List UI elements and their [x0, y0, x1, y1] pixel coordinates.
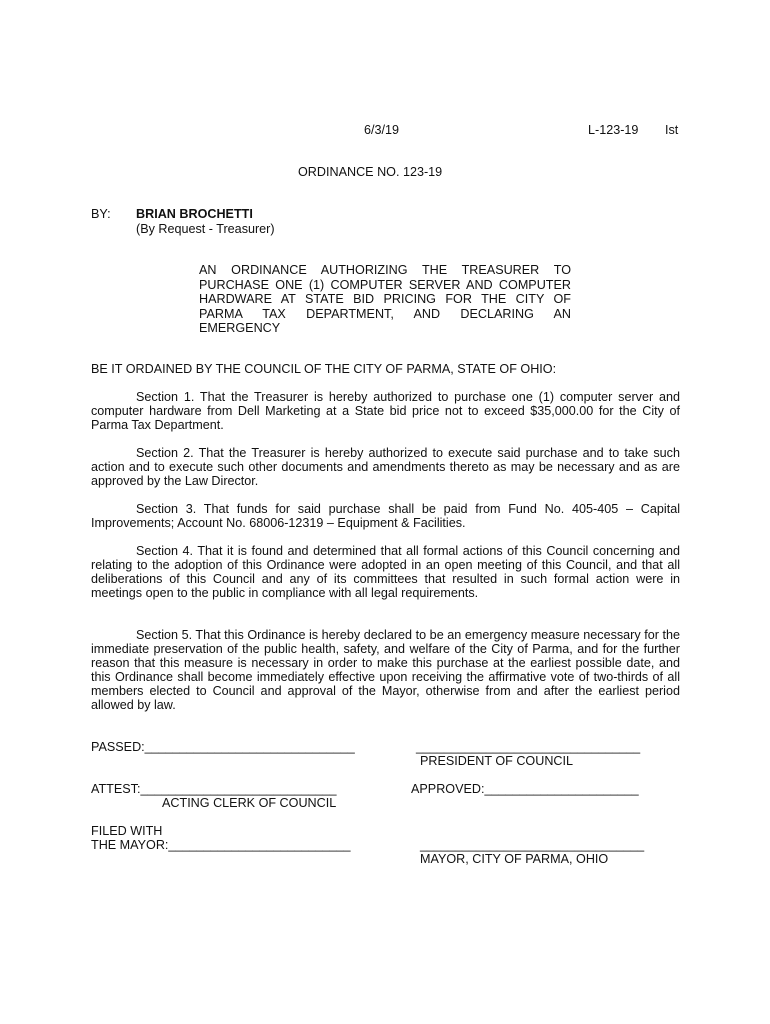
section-2 [91, 446, 680, 488]
section-4 [91, 544, 680, 600]
reading-label: Ist [665, 123, 679, 137]
ordinance-title: AN ORDINANCE AUTHORIZING THE TREASURER TO PURCHASE ONE (1) COMPUTER SERVER AND COMPUTER HARDWARE AT STATE BID PRICING FOR THE CITY OF PARMA TAX DEPARTMENT, AND DECLARING AN EMERGENCY [199, 263, 571, 335]
attest-line: ATTEST:____________________________ [91, 782, 337, 796]
section-1-text: Section 1. That the Treasurer is hereby authorized to purchase one (1) computer server and computer hardware from Dell Marketing at a State bid price not to exceed $35,000.00 for the City of Parma Tax Department. [91, 390, 680, 432]
preamble: BE IT ORDAINED BY THE COUNCIL OF THE CITY OF PARMA, STATE OF OHIO: [91, 362, 557, 376]
approved-line: APPROVED:______________________ [411, 782, 639, 796]
section-1 [91, 390, 680, 432]
passed-line: PASSED:______________________________ [91, 740, 355, 754]
president-signature-line: ________________________________ [416, 740, 641, 754]
ordinance-number: ORDINANCE NO. 123-19 [298, 165, 443, 179]
mayor-signature-line: ________________________________ [420, 838, 645, 852]
sponsor-name: BRIAN BROCHETTI [136, 207, 253, 221]
section-2-text: Section 2. That the Treasurer is hereby authorized to execute said purchase and to take such action and to execute such other documents and amendments thereto as may be necessary and as are approved by the Law Director. [91, 446, 680, 488]
section-5-text: Section 5. That this Ordinance is hereby declared to be an emergency measure necessary for the immediate preservation of the public health, safety, and welfare of the City of Parma, and for the further reason that this measure is necessary in order to make this purchase at the earliest possible date, and this Ordinance shall become immediately effective upon receiving the affirmative vote of two-thirds of all members elected to Council and approval of the Mayor, otherwise from and after the earliest period allowed by law. [91, 628, 680, 712]
filed-with-label: FILED WITH [91, 824, 163, 838]
by-label: BY: [91, 207, 111, 221]
acting-clerk-label: ACTING CLERK OF COUNCIL [162, 796, 337, 810]
president-of-council-label: PRESIDENT OF COUNCIL [420, 754, 574, 768]
section-3-text: Section 3. That funds for said purchase shall be paid from Fund No. 405-405 – Capital Improvements; Account No. 68006-12319 – Equipment & Facilities. [91, 502, 680, 530]
the-mayor-line: THE MAYOR:__________________________ [91, 838, 351, 852]
date: 6/3/19 [364, 123, 400, 137]
section-3 [91, 502, 680, 530]
mayor-label: MAYOR, CITY OF PARMA, OHIO [420, 852, 609, 866]
section-4-text: Section 4. That it is found and determined that all formal actions of this Council concerning and relating to the adoption of this Ordinance were adopted in an open meeting of this Council, and that all deliberations of this Council and any of its committees that resulted in such formal action were in meetings open to the public in compliance with all legal requirements. [91, 544, 680, 600]
sponsor-request: (By Request - Treasurer) [136, 222, 275, 236]
ordinance-code: L-123-19 [588, 123, 639, 137]
section-5 [91, 628, 680, 712]
